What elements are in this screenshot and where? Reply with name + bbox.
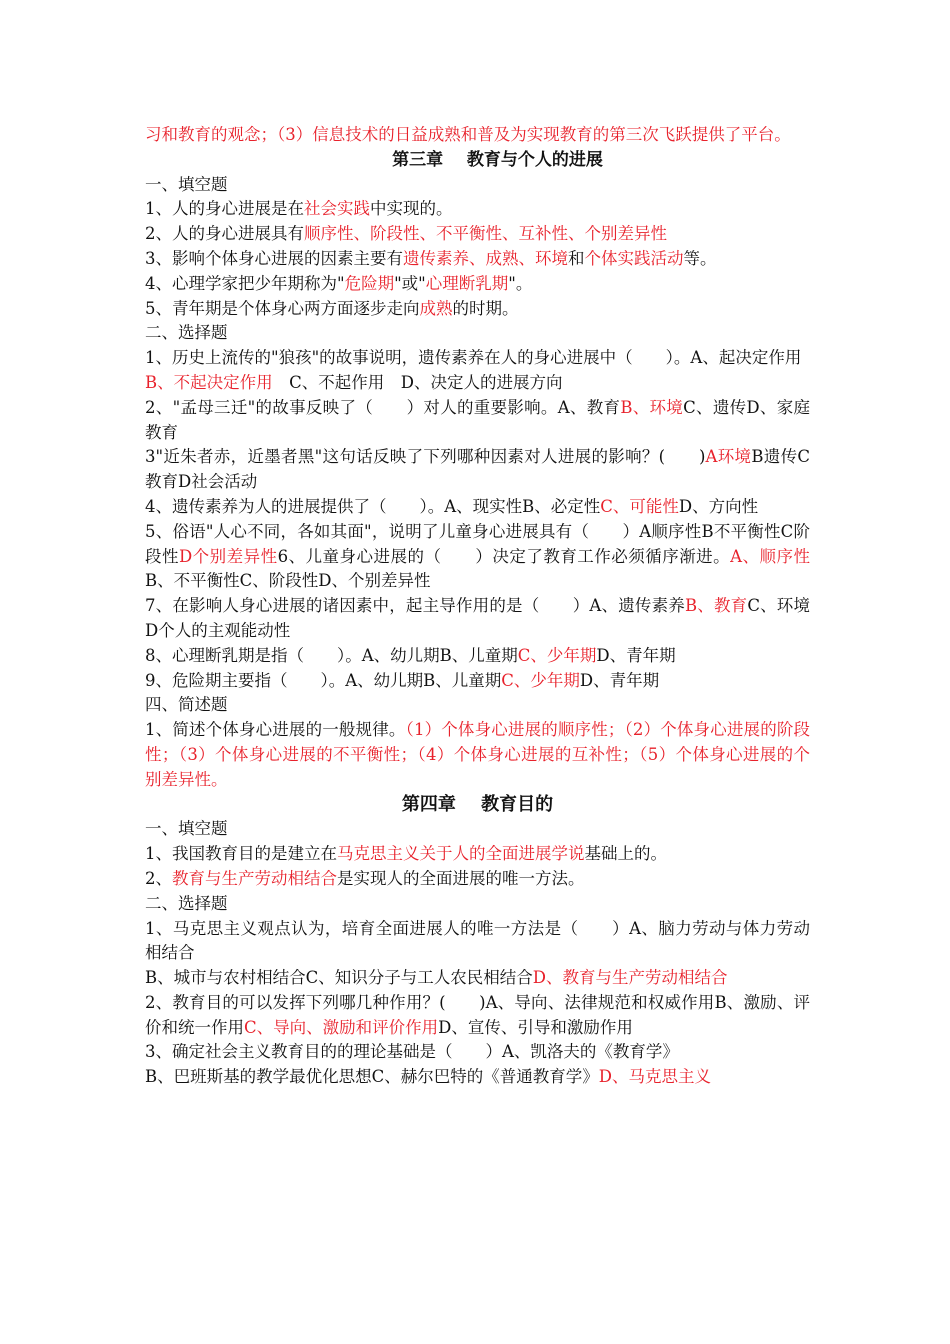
text-line <box>145 173 810 198</box>
question-text: D、宣传、引导和激励作用 <box>438 1017 633 1037</box>
question-text: 9、危险期主要指（ ）。A、幼儿期B、儿童期 <box>145 670 502 690</box>
answer-text: 成熟 <box>419 298 453 318</box>
question-text: D、青年期 <box>579 670 660 690</box>
question-text: 3、影响个体身心进展的因素主要有 <box>145 248 403 268</box>
question-text: 一、填空题 <box>145 819 228 839</box>
text-line <box>145 396 810 446</box>
question-text: 的时期。 <box>452 298 519 318</box>
text-line <box>145 272 810 297</box>
answer-text: C、少年期 <box>501 670 580 690</box>
text-line <box>145 222 810 247</box>
question-text: 基础上的。 <box>584 844 667 864</box>
question-text: 中实现的。 <box>370 199 453 219</box>
text-line <box>145 669 810 694</box>
question-text: 2、"孟母三迁"的故事反映了（ ）对人的重要影响。A、教育 <box>145 397 621 417</box>
question-text: B、巴班斯基的教学最优化思想C、赫尔巴特的《普通教育学》 <box>145 1067 599 1087</box>
text-line <box>145 991 810 1041</box>
answer-text: 马克思主义关于人的全面进展学说 <box>337 844 585 864</box>
text-line <box>145 842 810 867</box>
question-text: 是实现人的全面进展的唯一方法。 <box>337 868 585 888</box>
answer-text: A、顺序性 <box>730 546 811 566</box>
document-page <box>145 123 810 1090</box>
text-line <box>145 247 810 272</box>
answer-text: （1）个体身心进展的顺序性；（2）个体身心进展的阶段性；（3）个体身心进展的不平衡性；（4）个体身心进展的互补性；（5）个体身心进展的个别差异性。 <box>145 720 811 789</box>
question-text: 4、心理学家把少年期称为" <box>145 273 345 293</box>
answer-text: C、导向、激励和评价作用 <box>244 1017 439 1037</box>
answer-text: D、马克思主义 <box>598 1067 711 1087</box>
answer-text: 习和教育的观念；（3）信息技术的日益成熟和普及为实现教育的第三次飞跃提供了平台。 <box>145 125 791 144</box>
text-line <box>145 594 810 644</box>
text-line <box>145 297 810 322</box>
question-text: 2、 <box>145 868 172 888</box>
question-text: B、城市与农村相结合C、知识分子与工人农民相结合 <box>145 968 533 988</box>
question-text: 5、青年期是个体身心两方面逐步走向 <box>145 298 420 318</box>
answer-text: B、环境 <box>620 397 684 417</box>
text-line <box>145 123 810 148</box>
question-text: "或" <box>394 273 426 293</box>
text-line <box>145 520 810 594</box>
question-text: 二、选择题 <box>145 893 228 913</box>
answer-text: 社会实践 <box>304 199 370 219</box>
text-line <box>145 644 810 669</box>
question-text: 第四章 <box>401 793 456 815</box>
question-text: 1、人的身心进展是在 <box>145 199 304 219</box>
question-text: 8、心理断乳期是指（ ）。A、幼儿期B、儿童期 <box>145 645 518 665</box>
question-text: 1、马克思主义观点认为，培育全面进展人的唯一方法是（ ）A、脑力劳动与体力劳动相结合 <box>145 918 810 963</box>
question-text: 四、简述题 <box>145 695 228 715</box>
question-text: 5、俗语"人心不同，各如其面"，说明了儿童身心进展具有（ ）A顺序性B不平衡性C阶段性 <box>145 521 810 566</box>
question-text: B、不平衡性C、阶段性D、个别差异性 <box>145 571 431 591</box>
question-text: D、青年期 <box>596 645 676 665</box>
text-line <box>145 892 810 917</box>
text-line <box>145 197 810 222</box>
question-text: D、方向性 <box>678 496 759 516</box>
text-line <box>145 445 810 495</box>
question-text: 1、我国教育目的是建立在 <box>145 844 337 864</box>
question-text: 等。 <box>683 248 717 268</box>
question-text: 1、简述个体身心进展的一般规律。 <box>145 720 406 740</box>
answer-text: D、教育与生产劳动相结合 <box>532 968 728 988</box>
answer-text: 危险期 <box>344 273 395 293</box>
answer-text: B、教育 <box>684 596 748 616</box>
answer-text: 遗传素养、成熟、环境 <box>403 248 568 268</box>
question-text: 3、确定社会主义教育目的的理论基础是（ ）A、凯洛夫的《教育学》 <box>145 1042 679 1062</box>
question-text: "。 <box>508 273 533 293</box>
question-text: 2、人的身心进展具有 <box>145 224 304 244</box>
answer-text: 教育与生产劳动相结合 <box>172 868 337 888</box>
question-text: C、遗传D、家庭教育 <box>145 397 810 442</box>
text-line <box>145 1065 810 1090</box>
answer-text: C、可能性 <box>600 496 679 516</box>
text-line <box>145 346 810 371</box>
question-text: 2、教育目的可以发挥下列哪几种作用？( )A、导向、法律规范和权威作用B、激励、评价和统一作用 <box>145 992 810 1037</box>
question-text: 4、遗传素养为人的进展提供了（ ）。A、现实性B、必定性 <box>145 496 601 516</box>
answer-text: A环境 <box>705 447 752 467</box>
text-line <box>145 1040 810 1065</box>
question-text: 6、儿童身心进展的（ ）决定了教育工作必须循序渐进。 <box>277 546 731 566</box>
text-line <box>145 718 810 792</box>
answer-text: 个体实践活动 <box>584 248 684 268</box>
question-text: C、环境D个人的主观能动性 <box>145 596 810 640</box>
answer-text: D个别差异性 <box>178 546 278 566</box>
question-text: B遗传C教育D社会活动 <box>145 447 810 492</box>
chapter-heading <box>145 148 810 173</box>
question-text: 教育目的 <box>481 793 554 815</box>
question-text: 一、填空题 <box>145 174 228 194</box>
question-text: C、不起作用 D、决定人的进展方向 <box>272 372 563 392</box>
question-text: 教育与个人的进展 <box>466 149 603 170</box>
chapter-heading <box>145 793 810 818</box>
text-line <box>145 917 810 967</box>
text-line <box>145 817 810 842</box>
question-text: 7、在影响人身心进展的诸因素中，起主导作用的是（ ）A、遗传素养 <box>145 596 685 616</box>
answer-text: 心理断乳期 <box>425 273 509 293</box>
text-line <box>145 321 810 346</box>
question-text: 第三章 <box>392 149 444 170</box>
text-line <box>145 693 810 718</box>
question-text: 和 <box>568 248 585 268</box>
answer-text: C、少年期 <box>517 645 597 665</box>
text-line <box>145 867 810 892</box>
text-line <box>145 371 810 396</box>
text-line <box>145 966 810 991</box>
answer-text: 顺序性、阶段性、不平衡性、互补性、个别差异性 <box>304 224 667 244</box>
question-text: 3"近朱者赤，近墨者黑"这句话反映了下列哪种因素对人进展的影响？( ) <box>145 447 706 467</box>
text-line <box>145 495 810 520</box>
answer-text: B、不起决定作用 <box>145 372 273 392</box>
question-text: 二、选择题 <box>145 323 228 343</box>
question-text: 1、历史上流传的"狼孩"的故事说明，遗传素养在人的身心进展中（ ）。A、起决定作用 <box>145 348 802 368</box>
